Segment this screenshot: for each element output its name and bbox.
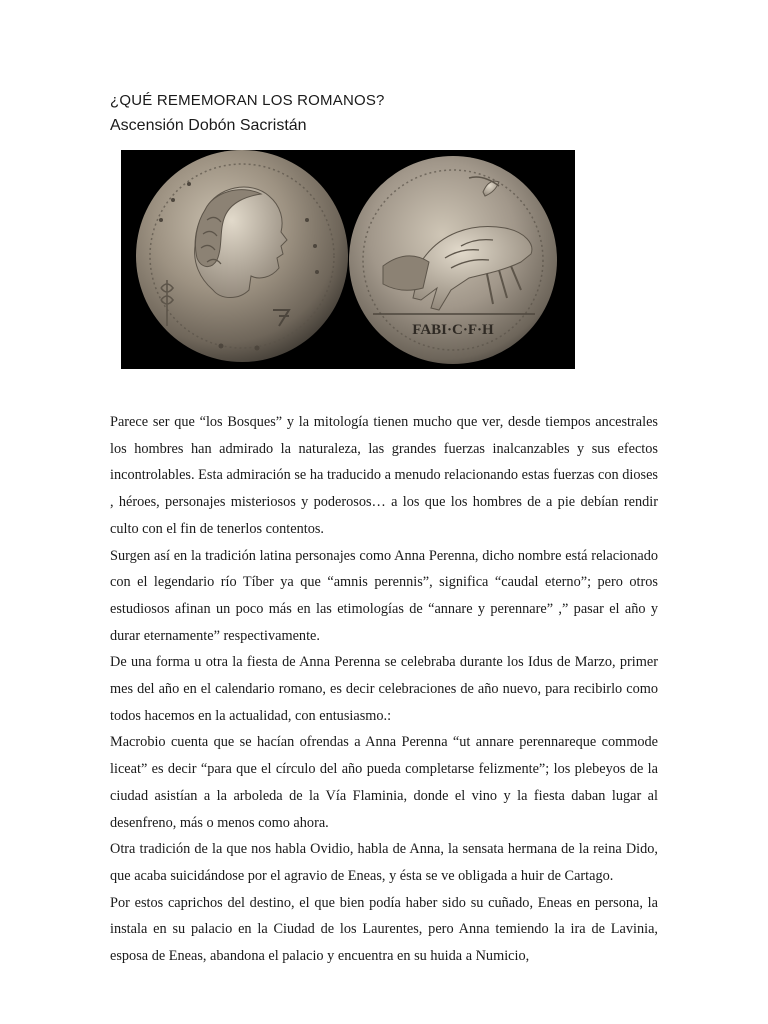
reverse-legend: FABI·C·F·H — [412, 322, 494, 338]
paragraph-1: Parece ser que “los Bosques” y la mitología tienen mucho que ver, desde tiempos ancestrales los hombres han admirado la naturaleza, las grandes fuerzas inalcanzables y sus efectos incontrolables. Esta admiración se ha traducido a menudo relacionando estas fuerzas con dioses , héroes, personajes misteriosos y poderosos… a los que los hombres de a pie debían rendir culto con el fin de tenerlos contentos. — [110, 414, 658, 537]
paragraph-2: Surgen así en la tradición latina personajes como Anna Perenna, dicho nombre está relacionado con el legendario río Tíber ya que “amnis perennis”, significa “caudal eterno”; pero otros estudiosos afinan un poco más en las etimologías de “annare y perennare” ,” pasar el año y durar eternamente” respectivamente. — [110, 547, 658, 644]
paragraph-4: Macrobio cuenta que se hacían ofrendas a Anna Perenna “ut annare perennareque commode liceat” es decir “para que el círculo del año pueda completarse felizmente”; los plebeyos de la ciudad asistían a la arboleda de la Vía Flaminia, donde el vino y la fiesta daban lugar al desenfreno, más o menos como ahora. — [110, 734, 658, 831]
article-body — [110, 409, 658, 970]
coin-obverse — [136, 150, 348, 362]
roman-denarius-illustration — [121, 150, 575, 369]
coin-reverse — [349, 156, 557, 364]
paragraph-6: Por estos caprichos del destino, el que bien podía haber sido su cuñado, Eneas en persona, la instala en su palacio en la Ciudad de los Laurentes, pero Anna temiendo la ira de Lavinia, esposa de Eneas, abandona el palacio y encuentra en su huida a Numicio, — [110, 894, 658, 965]
document-title: ¿QUÉ REMEMORAN LOS ROMANOS? — [110, 92, 385, 109]
coin-photograph — [121, 150, 575, 369]
document-author: Ascensión Dobón Sacristán — [110, 117, 307, 134]
paragraph-5: Otra tradición de la que nos habla Ovidio, habla de Anna, la sensata hermana de la reina Dido, que acaba suicidándose por el agravio de Eneas, y ésta se ve obligada a huir de Cartago. — [110, 841, 658, 884]
paragraph-3: De una forma u otra la fiesta de Anna Perenna se celebraba durante los Idus de Marzo, primer mes del año en el calendario romano, es decir celebraciones de año nuevo, para recibirlo como todos hacemos en la actualidad, con entusiasmo.: — [110, 654, 658, 724]
